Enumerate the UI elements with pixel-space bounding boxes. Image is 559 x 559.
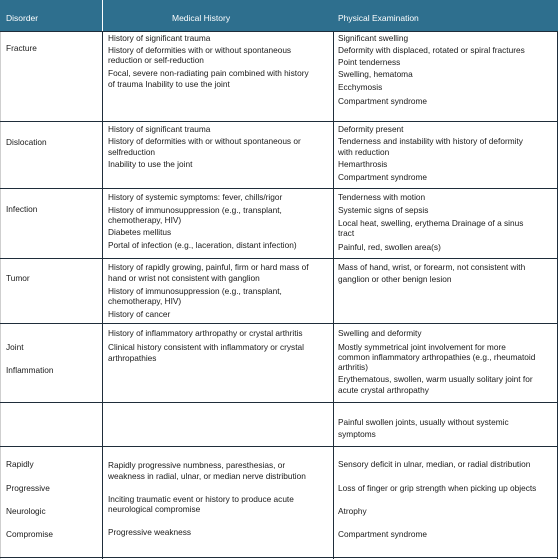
history-line: History of systemic symptoms: fever, chills/rigor — [108, 192, 283, 202]
exam-line: Swelling, hematoma — [338, 69, 413, 79]
exam-line: Mass of hand, wrist, or forearm, not consistent with — [338, 262, 526, 272]
exam-line: Local heat, swelling, erythema Drainage of a sinus — [338, 218, 524, 228]
exam-line: Deformity with displaced, rotated or spiral fractures — [338, 45, 525, 55]
exam-line: Tenderness with motion — [338, 192, 426, 202]
exam-line: Sensory deficit in ulnar, median, or radial distribution — [338, 459, 531, 469]
header-physical-examination: Physical Examination — [338, 13, 419, 23]
history-line: hand or wrist not consistent with ganglion — [108, 273, 260, 283]
history-line: History of inflammatory arthropathy or crystal arthritis — [108, 328, 303, 338]
history-line: Focal, severe non-radiating pain combined with history — [108, 68, 309, 78]
history-line: History of rapidly growing, painful, firm or hard mass of — [108, 262, 309, 272]
exam-line: Painful swollen joints, usually without systemic — [338, 417, 509, 427]
history-line: Portal of infection (e.g., laceration, distant infection) — [108, 240, 297, 250]
header-disorder: Disorder — [6, 13, 39, 23]
exam-line: Systemic signs of sepsis — [338, 205, 429, 215]
history-line: Rapidly progressive numbness, paresthesias, or — [108, 460, 286, 470]
history-line: History of immunosuppression (e.g., transplant, — [108, 286, 282, 296]
exam-line: Hemarthrosis — [338, 159, 388, 169]
row-rule — [0, 31, 558, 32]
exam-line: Ecchymosis — [338, 82, 383, 92]
exam-line: common inflammatory arthropathies (e.g., rheumatoid — [338, 352, 536, 362]
disorder-label: Tumor — [6, 273, 30, 283]
exam-line: Compartment syndrome — [338, 529, 427, 539]
disorder-label: Fracture — [6, 43, 37, 53]
history-line: History of immunosuppression (e.g., transplant, — [108, 205, 282, 215]
history-line: selfreduction — [108, 147, 156, 157]
row-rule — [0, 557, 558, 558]
disorder-label: Rapidly — [6, 459, 34, 469]
history-line: reduction or self-reduction — [108, 55, 204, 65]
history-line: History of deformities with or without spontaneous or — [108, 136, 301, 146]
exam-line: Mostly symmetrical joint involvement for more — [338, 342, 506, 352]
exam-line: Loss of finger or grip strength when picking up objects — [338, 483, 537, 493]
history-line: History of significant trauma — [108, 124, 211, 134]
row-rule — [0, 188, 558, 189]
history-line: Inciting traumatic event or history to produce acute — [108, 494, 294, 504]
exam-line: Tenderness and instability with history of deformity — [338, 136, 523, 146]
exam-line: Compartment syndrome — [338, 172, 427, 182]
history-line: chemotherapy, HIV) — [108, 296, 182, 306]
exam-line: Compartment syndrome — [338, 96, 427, 106]
exam-line: Point tenderness — [338, 57, 401, 67]
exam-line: Painful, red, swollen area(s) — [338, 242, 441, 252]
column-rule — [333, 31, 334, 559]
history-line: Progressive weakness — [108, 527, 192, 537]
row-rule — [0, 258, 558, 259]
history-line: History of cancer — [108, 309, 171, 319]
history-line: neurological compromise — [108, 504, 201, 514]
table-header — [0, 0, 558, 31]
exam-line: with reduction — [338, 147, 390, 157]
disorder-label: Progressive — [6, 483, 50, 493]
disorder-label: Dislocation — [6, 137, 47, 147]
exam-line: Atrophy — [338, 506, 367, 516]
exam-line: Swelling and deformity — [338, 328, 422, 338]
history-line: Inability to use the joint — [108, 159, 193, 169]
exam-line: Significant swelling — [338, 33, 409, 43]
row-rule — [0, 323, 558, 324]
disorder-label: Compromise — [6, 529, 54, 539]
exam-line: tract — [338, 228, 355, 238]
row-rule — [0, 446, 558, 447]
disorder-label: Neurologic — [6, 506, 46, 516]
header-medical-history: Medical History — [172, 13, 231, 23]
column-rule — [0, 31, 1, 559]
history-line: Diabetes mellitus — [108, 227, 172, 237]
history-line: weakness in radial, ulnar, or median nerve distribution — [108, 471, 306, 481]
history-line: Clinical history consistent with inflammatory or crystal — [108, 342, 304, 352]
exam-line: arthritis) — [338, 362, 368, 372]
history-line: chemotherapy, HIV) — [108, 215, 182, 225]
column-rule — [557, 31, 558, 559]
history-line: History of significant trauma — [108, 33, 211, 43]
row-rule — [0, 121, 558, 122]
exam-line: Erythematous, swollen, warm usually solitary joint for — [338, 374, 533, 384]
history-line: History of deformities with or without spontaneous — [108, 45, 292, 55]
column-rule — [102, 31, 103, 559]
exam-line: acute crystal arthropathy — [338, 385, 429, 395]
disorder-label: Joint — [6, 342, 24, 352]
row-rule — [0, 402, 558, 403]
disorder-label: Infection — [6, 204, 38, 214]
exam-line: Deformity present — [338, 124, 404, 134]
exam-line: ganglion or other benign lesion — [338, 274, 452, 284]
disorder-label: Inflammation — [6, 365, 54, 375]
history-line: arthropathies — [108, 353, 157, 363]
history-line: of trauma Inability to use the joint — [108, 79, 230, 89]
exam-line: symptoms — [338, 429, 376, 439]
